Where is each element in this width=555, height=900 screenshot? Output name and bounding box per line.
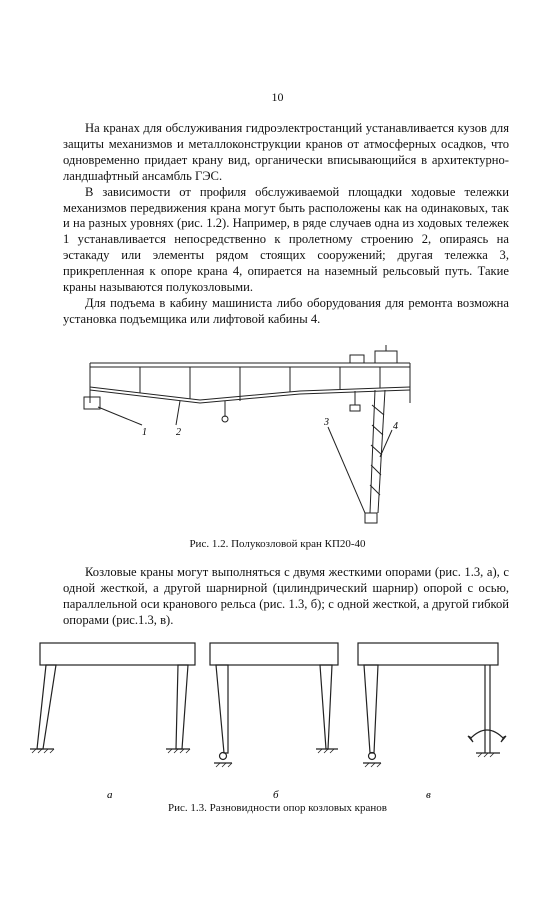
top-text [63, 121, 509, 328]
page-number: 10 [271, 90, 284, 104]
callout-1: 1 [142, 427, 147, 438]
middle-text [63, 565, 509, 629]
figure-1-3-supports-drawing [30, 635, 525, 810]
paragraph-4: Козловые краны могут выполняться с двумя жесткими опорами (рис. 1.3, а), с одной жесткой, а другой шарнирной (цилиндрический шарнир) опорой с осью, параллельной оси кранового рельса (рис. 1.3, б); с одной жесткой, а другой гибкой опорами (рис.1.3, в). [63, 565, 509, 627]
sublabel-a: а [107, 789, 113, 801]
sublabel-v: в [426, 789, 431, 801]
figure-1-3-caption: Рис. 1.3. Разновидности опор козловых кранов [168, 802, 387, 814]
callout-3: 3 [324, 417, 329, 428]
figure-1-2-crane-drawing [80, 345, 420, 530]
paragraph-3: Для подъема в кабину машиниста либо оборудования для ремонта возможна установка подъемщика или лифтовой кабины 4. [63, 295, 509, 326]
callout-2: 2 [176, 427, 181, 438]
sublabel-b: б [273, 789, 279, 801]
figure-1-2-caption: Рис. 1.2. Полукозловой кран КП20-40 [189, 538, 366, 550]
paragraph-1: На кранах для обслуживания гидроэлектростанций устанавливается кузов для защиты механизмов и металлоконструкции кранов от атмосферных осадков, что одновременно придает крану вид, органически вписывающийся в архитектурно-ландшафтный ансамбль ГЭС. [63, 121, 509, 183]
callout-4: 4 [393, 421, 398, 432]
paragraph-2: В зависимости от профиля обслуживаемой площадки ходовые тележки механизмов передвижения крана могут быть расположены как на одинаковых, так и на разных уровнях (рис. 1.2). Например, в ряде случаев одна из ходовых тележек 1 устанавливается непосредственно к пролетному строению 2, опираясь на эстакаду или элементы рядом стоящих сооружений; другая тележка 3, прикрепленная к опоре крана 4, опирается на наземный рельсовый путь. Такие краны называются полукозловыми. [63, 184, 509, 295]
